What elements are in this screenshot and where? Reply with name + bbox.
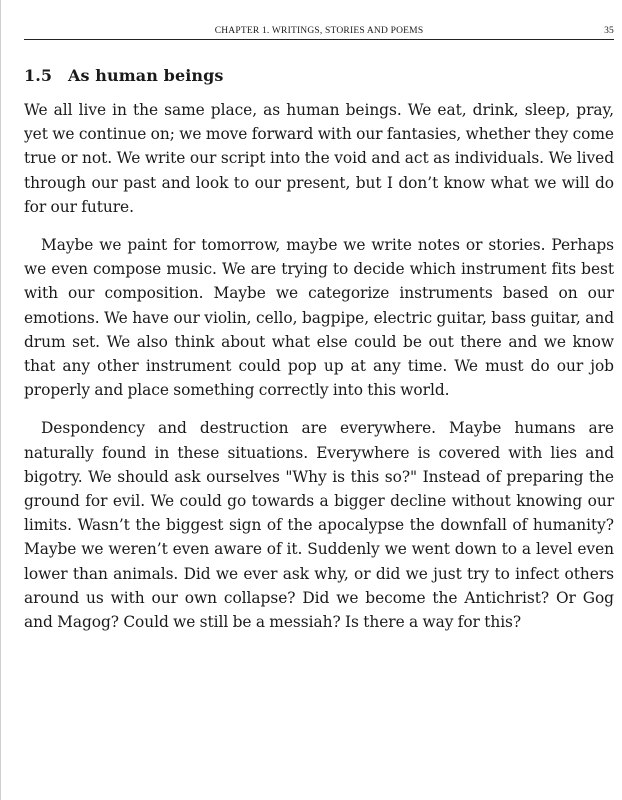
section-title: As human beings xyxy=(68,66,224,85)
paragraph-1: We all live in the same place, as human beings. We eat, drink, sleep, pray, yet we continue on; we move forward with our fantasies, whether they come true or not. We write our script into the void and act as individuals. We lived through our past and look to our present, but I don’t know what we will do for our future. xyxy=(24,101,614,216)
page-left-edge xyxy=(0,0,1,800)
running-title: CHAPTER 1. WRITINGS, STORIES AND POEMS xyxy=(214,26,424,36)
paragraph-2: Maybe we paint for tomorrow, maybe we write notes or stories. Perhaps we even compose music. We are trying to decide which instrument fits best with our composition. Maybe we categorize instruments based on our emotions. We have our violin, cello, bagpipe, electric guitar, bass guitar, and drum set. We also think about what else could be out there and we know that any other instrument could pop up at any time. We must do our job properly and place something correctly into this world. xyxy=(24,236,614,400)
section-number: 1.5 xyxy=(24,66,53,85)
running-header xyxy=(24,25,614,40)
section-heading xyxy=(24,66,224,85)
paragraph-3: Despondency and destruction are everywhere. Maybe humans are naturally found in these situations. Everywhere is covered with lies and bigotry. We should ask ourselves "Why is this so?" Instead of preparing the ground for evil. We could go towards a bigger decline without knowing our limits. Wasn’t the biggest sign of the apocalypse the downfall of humanity? Maybe we weren’t even aware of it. Suddenly we went down to a level even lower than animals. Did we ever ask why, or did we just try to infect others around us with our own collapse? Did we become the Antichrist? Or Gog and Magog? Could we still be a messiah? Is there a way for this? xyxy=(24,419,614,632)
page-number: 35 xyxy=(604,26,614,36)
body-text xyxy=(24,98,614,634)
